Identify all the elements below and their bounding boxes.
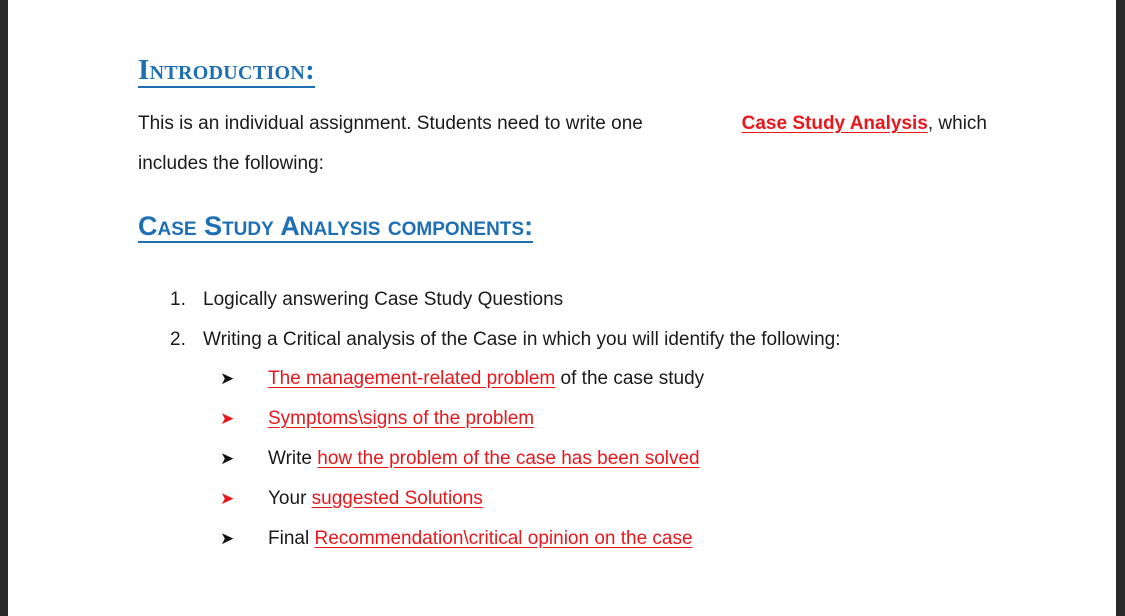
introduction-heading: Introduction:: [138, 54, 316, 86]
intro-link-group: [742, 113, 987, 135]
bullet-link[interactable]: Recommendation\critical opinion on the case: [314, 528, 693, 549]
bullet-suffix: of the case study: [555, 368, 705, 389]
document-page: [8, 0, 1116, 616]
arrow-bullet-icon: ➤: [220, 449, 235, 468]
numbered-item-1-text: Logically answering Case Study Questions: [203, 289, 564, 310]
bullet-item-3: [268, 448, 700, 470]
bullet-link[interactable]: Symptoms\signs of the problem: [268, 408, 535, 429]
item-number: 1.: [170, 289, 186, 310]
bullet-link[interactable]: suggested Solutions: [311, 488, 483, 509]
numbered-item-2: [170, 329, 186, 351]
numbered-item-1: [170, 289, 186, 311]
bullet-prefix: Final: [268, 528, 315, 549]
intro-paragraph-line1: [138, 113, 987, 135]
bullet-prefix: Your: [268, 488, 312, 509]
item-number: 2.: [170, 329, 186, 350]
intro-text-after: , which: [927, 113, 987, 134]
bullet-link[interactable]: The management-related problem: [268, 368, 556, 389]
intro-text: This is an individual assignment. Students need to write one: [138, 113, 643, 134]
bullet-item-2: [268, 408, 534, 430]
components-heading: Case Study Analysis components:: [138, 211, 534, 241]
bullet-item-5: [268, 528, 693, 550]
intro-paragraph-line2: includes the following:: [138, 153, 324, 174]
arrow-bullet-icon: ➤: [220, 529, 235, 548]
arrow-bullet-icon: ➤: [220, 489, 235, 508]
bullet-item-4: [268, 488, 483, 510]
bullet-link[interactable]: how the problem of the case has been solved: [317, 448, 700, 469]
arrow-bullet-icon: ➤: [220, 409, 235, 428]
case-study-analysis-link[interactable]: Case Study Analysis: [741, 113, 928, 134]
bullet-prefix: Write: [268, 448, 318, 469]
numbered-item-2-text: Writing a Critical analysis of the Case in which you will identify the following:: [203, 329, 841, 350]
arrow-bullet-icon: ➤: [220, 369, 235, 388]
bullet-item-1: [268, 368, 704, 390]
